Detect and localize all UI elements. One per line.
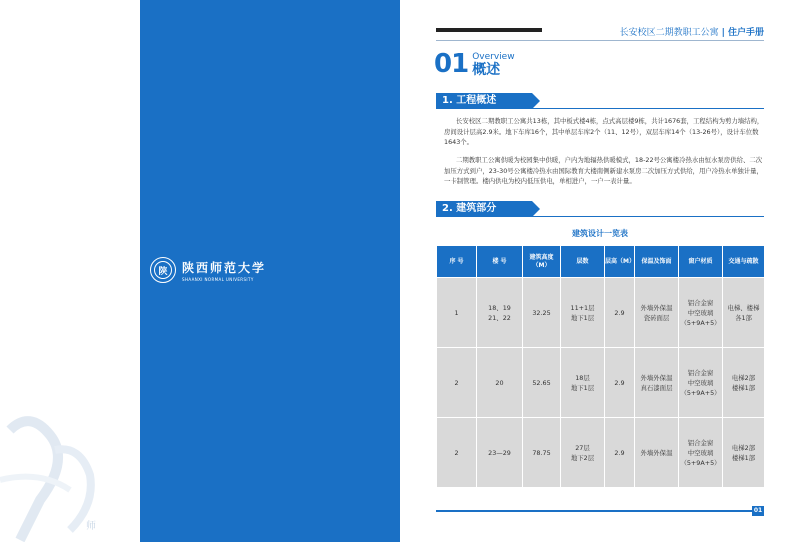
- table-cell: 2.9: [605, 348, 635, 418]
- right-page: [400, 0, 800, 542]
- table-cell: 电梯、楼梯 各1部: [723, 278, 765, 348]
- table-cell: 32.25: [523, 278, 561, 348]
- table-cell: 11+1层 地下1层: [561, 278, 605, 348]
- building-design-table: [436, 245, 765, 488]
- section-heading-2: 2. 建筑部分: [436, 201, 532, 217]
- top-decor-bar: [436, 28, 542, 32]
- table-cell: 18、19 21、22: [477, 278, 523, 348]
- watermark-text: 师: [86, 521, 96, 532]
- header-divider: [436, 40, 764, 41]
- col-header: 保温及饰面: [635, 246, 679, 278]
- table-cell: 18层 地下1层: [561, 348, 605, 418]
- header-title: 长安校区二期教职工公寓: [619, 28, 719, 38]
- table-cell: 铝合金窗 中空玻璃 （5+9A+5）: [679, 278, 723, 348]
- col-header: 序 号: [437, 246, 477, 278]
- table-cell: 铝合金窗 中空玻璃 （5+9A+5）: [679, 418, 723, 488]
- table-cell: 2.9: [605, 418, 635, 488]
- col-header: 层数: [561, 246, 605, 278]
- paragraph-utilities: 二期教职工公寓供暖为校园集中供暖，户内为地辐热供暖模式，18-22号公寓楼冷热水由恒水泵房供给、二次加压方式到户，23-30号公寓楼冷热水由国际教育大楼南侧新建水泵房二次加压方式供给，用户冷热水单独计量，一卡制管理。楼内供电为校内低压供电，单相进户，一户一表计量。: [444, 156, 763, 185]
- section-divider-1: [436, 108, 764, 109]
- col-header: 楼 号: [477, 246, 523, 278]
- col-header: 层高（M）: [605, 246, 635, 278]
- table-cell: 2.9: [605, 278, 635, 348]
- chapter-heading: [434, 50, 515, 78]
- table-cell: 52.65: [523, 348, 561, 418]
- section-divider-2: [436, 216, 764, 217]
- table-cell: 电梯2部 楼梯1部: [723, 348, 765, 418]
- section-heading-1: 1. 工程概述: [436, 93, 532, 109]
- table-cell: 2: [437, 348, 477, 418]
- table-cell: 铝合金窗 中空玻璃 （5+9A+5）: [679, 348, 723, 418]
- table-cell: 外墙外保温 瓷砖面层: [635, 278, 679, 348]
- table-cell: 78.75: [523, 418, 561, 488]
- page-number: 01: [753, 507, 763, 514]
- col-header: 窗户材质: [679, 246, 723, 278]
- cover-blue-band: [140, 0, 401, 542]
- chapter-title-en: Overview: [472, 52, 515, 62]
- table-title: 建筑设计一览表: [572, 229, 628, 238]
- table-cell: 27层 地下2层: [561, 418, 605, 488]
- university-seal-icon: 陕: [150, 257, 176, 283]
- table-header-row: [437, 246, 765, 278]
- footer-divider: [436, 510, 752, 512]
- running-header: 长安校区二期教职工公寓 | 住户手册: [619, 28, 764, 38]
- university-name-cn: 陕西师范大学: [182, 260, 267, 275]
- university-name-en: SHAANXI NORMAL UNIVERSITY: [182, 276, 254, 282]
- table-row: [437, 278, 765, 348]
- table-cell: 2: [437, 418, 477, 488]
- col-header: 交通与疏散: [723, 246, 765, 278]
- table-row: [437, 348, 765, 418]
- table-cell: 20: [477, 348, 523, 418]
- calligraphy-watermark: [0, 390, 140, 542]
- table-cell: 外墙外保温: [635, 418, 679, 488]
- university-logo: [150, 257, 266, 283]
- table-row: [437, 418, 765, 488]
- table-cell: 1: [437, 278, 477, 348]
- header-subtitle: 住户手册: [727, 28, 764, 38]
- table-cell: 电梯2部 楼梯1部: [723, 418, 765, 488]
- table-cell: 23—29: [477, 418, 523, 488]
- table-cell: 外墙外保温 真石漆面层: [635, 348, 679, 418]
- paragraph-project-overview: 长安校区二期教职工公寓共13栋，其中板式楼4栋，点式高层楼9栋，共计1676套，工程结构为剪力墙结构，房间设计层高2.9米。地下车库16个，其中单层车库2个（11、12号），双层车库14个（13-26号），设计车位数1643个。: [444, 117, 764, 146]
- chapter-title-cn: 概述: [472, 62, 501, 78]
- col-header: 建筑高度（M）: [523, 246, 561, 278]
- chapter-number: 01: [434, 49, 469, 79]
